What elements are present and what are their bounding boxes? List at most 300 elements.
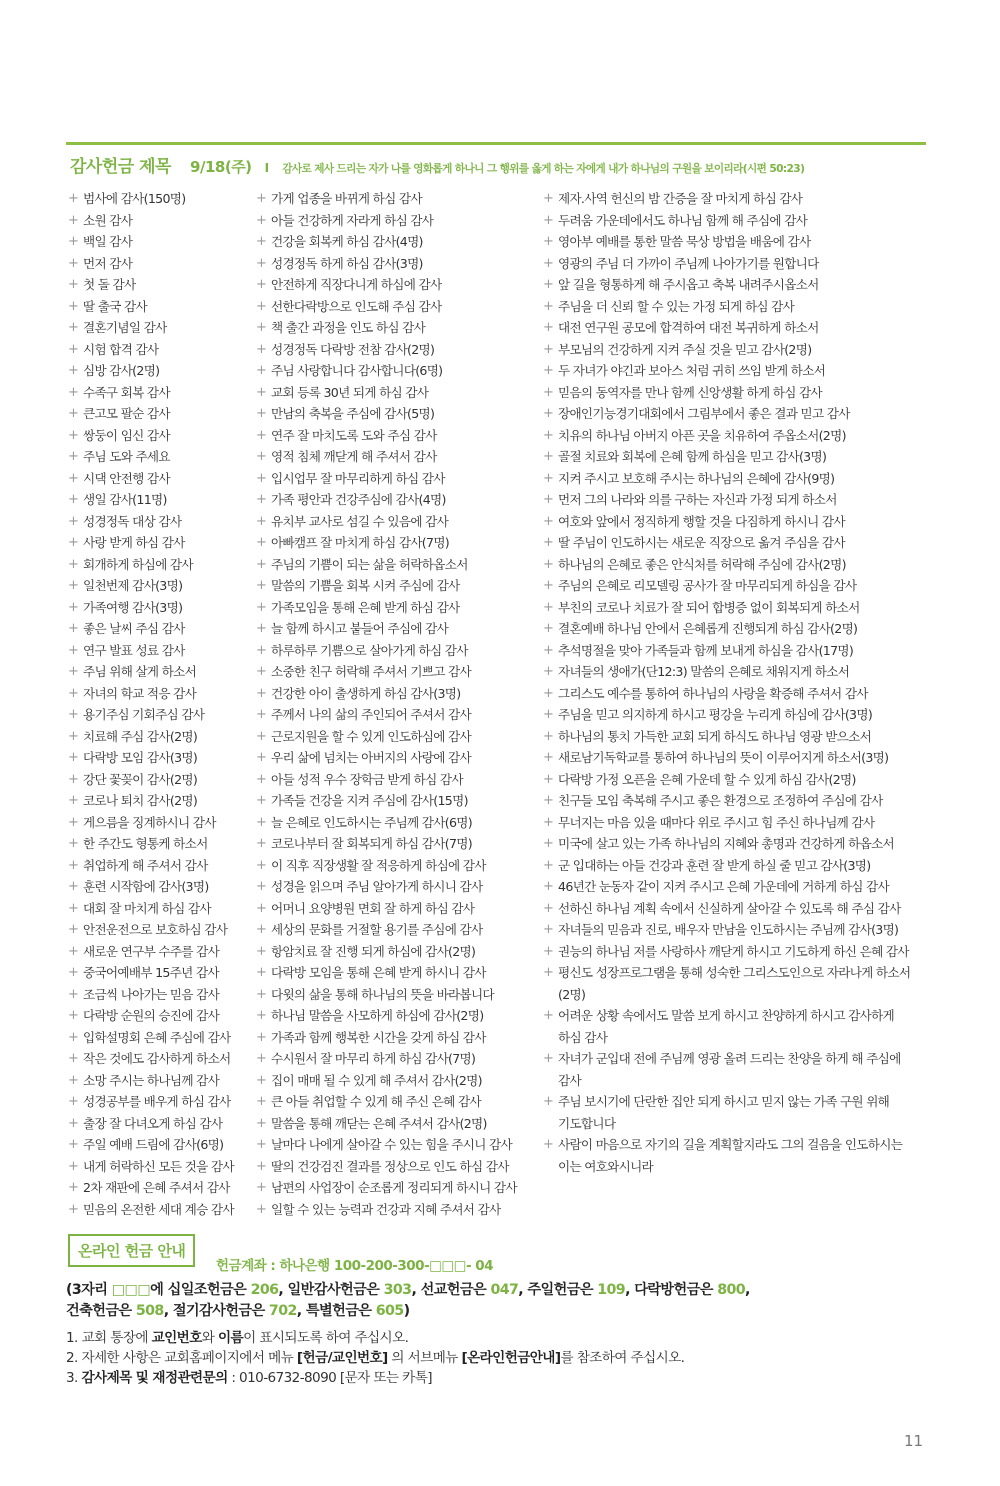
plus-icon: + bbox=[68, 212, 79, 228]
plus-icon: + bbox=[543, 1094, 554, 1109]
thanks-item-text: 세상의 문화를 거절할 용기를 주심에 감사 bbox=[271, 922, 483, 937]
thanks-item-text: 강단 꽃꽂이 감사(2명) bbox=[83, 771, 198, 787]
thanks-item-text: 영아부 예배를 통한 말씀 묵상 방법을 배움에 감사 bbox=[558, 234, 811, 249]
thanks-item bbox=[256, 468, 546, 490]
thanks-item bbox=[543, 489, 933, 511]
plus-icon: + bbox=[543, 599, 554, 615]
thanks-item bbox=[68, 274, 248, 296]
thanks-item-text: 선한다락방으로 인도해 주심 감사 bbox=[271, 298, 442, 314]
thanks-item bbox=[68, 640, 248, 662]
thanks-item bbox=[256, 274, 546, 296]
plus-icon: + bbox=[68, 685, 79, 701]
thanks-item bbox=[543, 360, 933, 382]
thanks-item-text: 먼저 감사 bbox=[83, 255, 133, 271]
plus-icon: + bbox=[543, 406, 554, 421]
code-value: 605 bbox=[375, 1303, 404, 1319]
thanks-item-text: 결혼기념일 감사 bbox=[83, 320, 167, 335]
thanks-item-text: 두 자녀가 야긴과 보아스 처럼 귀히 쓰임 받게 하소서 bbox=[558, 363, 826, 378]
thanks-item-text: 집이 매매 될 수 있게 해 주셔서 감사(2명) bbox=[271, 1072, 482, 1088]
plus-icon: + bbox=[256, 900, 267, 916]
plus-icon: + bbox=[256, 1008, 267, 1023]
thanks-item bbox=[256, 1199, 546, 1221]
thanks-item-text: 대회 잘 마치게 하심 감사 bbox=[83, 900, 211, 916]
header-separator: I bbox=[264, 161, 270, 175]
thanks-item-text: 46년간 눈동자 같이 지켜 주시고 은혜 가운데에 거하게 하심 감사 bbox=[558, 879, 889, 894]
plus-icon: + bbox=[68, 879, 79, 894]
plus-icon: + bbox=[543, 793, 554, 808]
plus-icon: + bbox=[543, 857, 554, 873]
thanks-item-text: 출장 잘 다녀오게 하심 감사 bbox=[83, 1115, 223, 1131]
thanks-item-text: 생일 감사(11명) bbox=[83, 492, 167, 507]
thanks-item-text: 결혼예배 하나님 안에서 은혜롭게 진행되게 하심 감사(2명) bbox=[558, 621, 858, 636]
thanks-item-text: 하나님의 통치 가득한 교회 되게 하식도 하나님 영광 받으소서 bbox=[558, 728, 872, 744]
thanks-item-text: 하나님의 은혜로 좋은 안식처를 허락해 주심에 감사(2명) bbox=[558, 556, 846, 572]
plus-icon: + bbox=[543, 642, 554, 658]
thanks-item-text: 주님의 은혜로 리모델링 공사가 잘 마무리되게 하심을 감사 bbox=[558, 578, 857, 593]
plus-icon: + bbox=[68, 986, 79, 1002]
thanks-item bbox=[543, 296, 933, 318]
thanks-item bbox=[68, 1113, 248, 1135]
plus-icon: + bbox=[256, 1115, 267, 1131]
thanks-item bbox=[543, 726, 933, 748]
thanks-item-text: 자녀의 학교 적응 감사 bbox=[83, 685, 197, 701]
thanks-item-text: 여호와 앞에서 정직하게 행할 것을 다짐하게 하시니 감사 bbox=[558, 513, 845, 529]
online-offering-label: 온라인 헌금 안내 bbox=[68, 1234, 195, 1267]
thanks-item-text: 성경정독 하게 하심 감사(3명) bbox=[271, 255, 423, 271]
plus-icon: + bbox=[68, 1180, 79, 1195]
thanks-item-text: 회개하게 하심에 감사 bbox=[83, 556, 193, 572]
offering-notes bbox=[66, 1328, 684, 1388]
plus-icon: + bbox=[256, 1158, 267, 1174]
thanks-item-text: 근로지원을 할 수 있게 인도하심에 감사 bbox=[271, 728, 471, 744]
thanks-item-text: 항암치료 잘 진행 되게 하심에 감사(2명) bbox=[271, 943, 476, 959]
plus-icon: + bbox=[543, 707, 554, 722]
thanks-item-text: 치료해 주심 감사(2명) bbox=[83, 728, 198, 744]
plus-icon: + bbox=[68, 341, 79, 357]
thanks-item bbox=[68, 1070, 248, 1092]
thanks-item bbox=[543, 640, 933, 662]
thanks-item bbox=[68, 962, 248, 984]
thanks-item-text: 말씀을 통해 깨닫는 은혜 주셔서 감사(2명) bbox=[271, 1115, 487, 1131]
thanks-item bbox=[256, 661, 546, 683]
thanks-item bbox=[256, 640, 546, 662]
thanks-item-text: 무너지는 마음 있을 때마다 위로 주시고 힘 주신 하나님께 감사 bbox=[558, 814, 875, 830]
thanks-item bbox=[543, 704, 933, 726]
plus-icon: + bbox=[68, 578, 79, 593]
thanks-item-text: 게으름을 징계하시니 감사 bbox=[83, 814, 216, 830]
thanks-item bbox=[256, 683, 546, 705]
thanks-item bbox=[68, 382, 248, 404]
thanks-item bbox=[543, 769, 933, 791]
plus-icon: + bbox=[256, 578, 267, 593]
thanks-item bbox=[68, 1091, 248, 1113]
thanks-item bbox=[543, 575, 933, 597]
thanks-item-text: 쌍둥이 임신 감사 bbox=[83, 427, 170, 443]
thanks-item bbox=[543, 231, 933, 253]
thanks-item bbox=[68, 468, 248, 490]
plus-icon: + bbox=[68, 857, 79, 873]
thanks-item bbox=[543, 511, 933, 533]
thanks-item-text: 사랑 받게 하심 감사 bbox=[83, 535, 185, 550]
thanks-item-text: 안전하게 직장다니게 하심에 감사 bbox=[271, 277, 442, 292]
thanks-item bbox=[543, 339, 933, 361]
thanks-item-text: 연주 잘 마치도록 도와 주심 감사 bbox=[271, 427, 437, 443]
thanks-item-text: 아들 성적 우수 장학금 받게 하심 감사 bbox=[271, 771, 463, 787]
codes-line-1 bbox=[66, 1280, 936, 1301]
thanks-item bbox=[68, 747, 248, 769]
thanks-item-text: 장애인기능경기대회에서 그림부에서 좋은 결과 믿고 감사 bbox=[558, 406, 850, 421]
plus-icon: + bbox=[256, 556, 267, 572]
thanks-item-text: 중국어예배부 15주년 감사 bbox=[83, 965, 219, 980]
thanks-item-text: 한 주간도 형통케 하소서 bbox=[83, 836, 208, 851]
plus-icon: + bbox=[256, 255, 267, 271]
plus-icon: + bbox=[68, 492, 79, 507]
thanks-item bbox=[68, 231, 248, 253]
thanks-item bbox=[543, 317, 933, 339]
note-2 bbox=[66, 1348, 684, 1368]
thanks-item-text: 새로운 연구부 수주를 감사 bbox=[83, 943, 220, 959]
bible-verse: 감사로 제사 드리는 자가 나를 영화롭게 하나니 그 행위를 옳게 하는 자에게 내가 하나님의 구원을 보이리라(시편 50:23) bbox=[282, 163, 805, 175]
plus-icon: + bbox=[68, 1051, 79, 1066]
thanks-item-text: 하루하루 기쁨으로 살아가게 하심 감사 bbox=[271, 642, 468, 658]
plus-icon: + bbox=[256, 1180, 267, 1195]
plus-icon: + bbox=[68, 836, 79, 851]
thanks-item bbox=[68, 898, 248, 920]
thanks-item bbox=[256, 941, 546, 963]
thanks-item-text: 훈련 시작함에 감사(3명) bbox=[83, 879, 209, 894]
plus-icon: + bbox=[256, 879, 267, 894]
thanks-item bbox=[256, 984, 546, 1006]
plus-icon: + bbox=[68, 943, 79, 959]
thanks-item-text: 코로나부터 잘 회복되게 하심 감사(7명) bbox=[271, 836, 472, 851]
emphasis-text: 감사제목 및 재정관련문의 bbox=[81, 1370, 228, 1386]
thanks-item-text: 이는 여호와시니라 bbox=[558, 1158, 654, 1174]
plus-icon: + bbox=[256, 1051, 267, 1066]
plus-icon: + bbox=[543, 1051, 554, 1066]
plain-text: 를 참조하여 주십시오. bbox=[560, 1350, 685, 1366]
thanks-item-text: 우리 삶에 넘치는 아버지의 사랑에 감사 bbox=[271, 750, 471, 765]
plus-icon: + bbox=[68, 470, 79, 486]
plus-icon: + bbox=[256, 1072, 267, 1088]
thanks-item-text: 소원 감사 bbox=[83, 212, 133, 228]
thanks-item bbox=[543, 812, 933, 834]
plus-icon: + bbox=[543, 836, 554, 851]
thanks-item-text: 연구 발표 성료 감사 bbox=[83, 642, 185, 658]
plus-icon: + bbox=[68, 1201, 79, 1217]
thanks-item-text: 믿음의 온전한 세대 계승 감사 bbox=[83, 1201, 234, 1217]
thanks-item bbox=[68, 919, 248, 941]
thanks-item bbox=[543, 403, 933, 425]
thanks-item-text: 사람이 마음으로 자기의 길을 계획할지라도 그의 걸음을 인도하시는 bbox=[558, 1137, 903, 1152]
thanks-item-text: 건강을 회복케 하심 감사(4명) bbox=[271, 234, 423, 249]
plain-text: 와 bbox=[201, 1330, 218, 1346]
thanks-item-text: 다락방 가정 오픈을 은혜 가운데 할 수 있게 하심 감사(2명) bbox=[558, 771, 856, 787]
thanks-item-text: 범사에 감사(150명) bbox=[83, 191, 186, 206]
emphasis-text: 교인번호 bbox=[151, 1330, 202, 1346]
thanks-item bbox=[543, 532, 933, 554]
thanks-item bbox=[256, 425, 546, 447]
thanks-item-text: 가족모임을 통해 은혜 받게 하심 감사 bbox=[271, 599, 460, 615]
section-date: 9/18(주) bbox=[190, 158, 252, 176]
thanks-item-text: 가족들 건강을 지켜 주심에 감사(15명) bbox=[271, 793, 468, 808]
plain-text: 3. bbox=[66, 1370, 82, 1386]
thanks-item bbox=[68, 1027, 248, 1049]
plus-icon: + bbox=[68, 513, 79, 529]
thanks-item-text: 다윗의 삶을 통해 하나님의 뜻을 바라봅니다 bbox=[271, 986, 494, 1002]
code-value: 508 bbox=[135, 1303, 164, 1319]
thanks-item-text: 딸 주님이 인도하시는 새로운 직장으로 옮겨 주심을 감사 bbox=[558, 535, 845, 550]
plus-icon: + bbox=[543, 255, 554, 271]
plus-icon: + bbox=[68, 298, 79, 314]
plus-icon: + bbox=[543, 1137, 554, 1152]
plus-icon: + bbox=[256, 621, 267, 636]
section-header bbox=[70, 152, 804, 177]
thanks-item-text: 입학설명회 은혜 주심에 감사 bbox=[83, 1029, 231, 1045]
plus-icon: + bbox=[543, 191, 554, 206]
plain-text: , 다락방헌금은 bbox=[625, 1282, 718, 1298]
plus-icon: + bbox=[256, 341, 267, 357]
thanks-list-column-2 bbox=[256, 188, 546, 1220]
plus-icon: + bbox=[68, 535, 79, 550]
thanks-item bbox=[543, 919, 933, 941]
thanks-item-text: 골절 치료와 회복에 은혜 함께 하심을 믿고 감사(3명) bbox=[558, 449, 827, 464]
thanks-item bbox=[256, 704, 546, 726]
thanks-item-text: 가족과 함께 행복한 시간을 갖게 하심 감사 bbox=[271, 1029, 486, 1045]
thanks-item-text: 좋은 날씨 주심 감사 bbox=[83, 621, 185, 636]
thanks-item-text: 권능의 하나님 저를 사랑하사 깨닫게 하시고 기도하게 하신 은혜 감사 bbox=[558, 943, 909, 959]
thanks-item bbox=[543, 554, 933, 576]
thanks-item bbox=[68, 403, 248, 425]
plain-text: 건축헌금은 bbox=[66, 1303, 136, 1319]
plus-icon: + bbox=[543, 900, 554, 916]
plain-text: 에 십일조헌금은 bbox=[150, 1282, 251, 1298]
plus-icon: + bbox=[543, 621, 554, 636]
thanks-item-text: 지켜 주시고 보호해 주시는 하나님의 은혜에 감사(9명) bbox=[558, 470, 835, 486]
thanks-item-text: 일천번제 감사(3명) bbox=[83, 578, 183, 593]
plus-icon: + bbox=[256, 298, 267, 314]
thanks-item-text: 주께서 나의 삶의 주인되어 주셔서 감사 bbox=[271, 707, 471, 722]
thanks-item-text: 취업하게 해 주셔서 감사 bbox=[83, 857, 208, 873]
thanks-item-text: 군 입대하는 아들 건강과 훈련 잘 받게 하실 줄 믿고 감사(3명) bbox=[558, 857, 871, 873]
plus-icon: + bbox=[68, 900, 79, 916]
thanks-item-text: 이 직후 직장생활 잘 적응하게 하심에 감사 bbox=[271, 857, 486, 873]
thanks-item-text: 가게 업종을 바뀌게 하심 감사 bbox=[271, 191, 422, 206]
thanks-item bbox=[68, 661, 248, 683]
thanks-item-text: 다락방 모임을 통해 은혜 받게 하시니 감사 bbox=[271, 965, 486, 980]
thanks-item bbox=[256, 1113, 546, 1135]
thanks-item-text: 기도합니다 bbox=[558, 1115, 616, 1131]
plus-icon: + bbox=[68, 320, 79, 335]
thanks-item bbox=[68, 812, 248, 834]
thanks-item-text: 두려움 가운데에서도 하나님 함께 해 주심에 감사 bbox=[558, 212, 808, 228]
plus-icon: + bbox=[256, 406, 267, 421]
thanks-item bbox=[543, 833, 933, 855]
plus-icon: + bbox=[256, 922, 267, 937]
thanks-item-text: 일할 수 있는 능력과 건강과 지혜 주셔서 감사 bbox=[271, 1201, 501, 1217]
plus-icon: + bbox=[256, 814, 267, 830]
thanks-item bbox=[256, 317, 546, 339]
thanks-item-text: 주일 예배 드림에 감사(6명) bbox=[83, 1137, 224, 1152]
account-number: 헌금계좌 : 하나은행 100-200-300-□□□- 04 bbox=[216, 1258, 494, 1274]
thanks-item-text: 주님 보시기에 단란한 집안 되게 하시고 믿지 않는 가족 구원 위해 bbox=[558, 1094, 890, 1109]
thanks-item bbox=[256, 1048, 546, 1070]
plus-icon: + bbox=[256, 793, 267, 808]
thanks-item bbox=[543, 1134, 933, 1177]
plain-text: , 주일헌금은 bbox=[518, 1282, 598, 1298]
plus-icon: + bbox=[256, 642, 267, 658]
thanks-item bbox=[543, 210, 933, 232]
thanks-item bbox=[543, 683, 933, 705]
thanks-item bbox=[68, 1199, 248, 1221]
plus-icon: + bbox=[256, 685, 267, 701]
thanks-item bbox=[68, 1005, 248, 1027]
plain-text: , 절기감사헌금은 bbox=[163, 1303, 269, 1319]
thanks-item bbox=[68, 317, 248, 339]
thanks-item-text: 주님 도와 주세요 bbox=[83, 449, 170, 464]
thanks-item bbox=[68, 597, 248, 619]
plus-icon: + bbox=[256, 427, 267, 443]
plus-icon: + bbox=[256, 212, 267, 228]
thanks-item bbox=[256, 575, 546, 597]
plus-icon: + bbox=[68, 814, 79, 830]
thanks-item-text: 친구들 모임 축복해 주시고 좋은 환경으로 조정하여 주심에 감사 bbox=[558, 793, 883, 808]
thanks-item bbox=[256, 296, 546, 318]
thanks-item-text: 시댁 안전행 감사 bbox=[83, 470, 170, 486]
plain-text: , 선교헌금은 bbox=[411, 1282, 491, 1298]
code-value: 206 bbox=[250, 1282, 279, 1298]
thanks-item bbox=[256, 618, 546, 640]
thanks-item bbox=[256, 726, 546, 748]
thanks-item-text: (2명) bbox=[558, 986, 586, 1002]
plus-icon: + bbox=[256, 1094, 267, 1109]
thanks-item bbox=[543, 1005, 933, 1048]
code-value: □□□ bbox=[111, 1282, 151, 1298]
plus-icon: + bbox=[68, 1094, 79, 1109]
thanks-item bbox=[543, 253, 933, 275]
thanks-item bbox=[68, 1156, 248, 1178]
plus-icon: + bbox=[543, 320, 554, 335]
plus-icon: + bbox=[256, 449, 267, 464]
plus-icon: + bbox=[68, 1008, 79, 1023]
thanks-item bbox=[256, 1177, 546, 1199]
thanks-item bbox=[256, 1156, 546, 1178]
thanks-item bbox=[256, 360, 546, 382]
thanks-item bbox=[256, 1091, 546, 1113]
thanks-item-text: 작은 것에도 감사하게 하소서 bbox=[83, 1051, 231, 1066]
plus-icon: + bbox=[543, 470, 554, 486]
thanks-item-text: 선하신 하나님 계획 속에서 신실하게 살아갈 수 있도록 해 주심 감사 bbox=[558, 900, 901, 916]
thanks-item bbox=[256, 597, 546, 619]
plain-text: , 특별헌금은 bbox=[296, 1303, 376, 1319]
thanks-item bbox=[68, 984, 248, 1006]
thanks-item-text: 아들 건강하게 자라게 하심 감사 bbox=[271, 212, 434, 228]
thanks-item-text: 남편의 사업장이 순조롭게 정리되게 하시니 감사 bbox=[271, 1180, 517, 1195]
plus-icon: + bbox=[68, 965, 79, 980]
plus-icon: + bbox=[68, 427, 79, 443]
plain-text: 2. 자세한 사항은 교회홈페이지에서 메뉴 bbox=[66, 1350, 297, 1366]
thanks-item bbox=[68, 554, 248, 576]
thanks-item-text: 하나님 말씀을 사모하게 하심에 감사(2명) bbox=[271, 1008, 484, 1023]
thanks-item-text: 주님 위해 살게 하소서 bbox=[83, 664, 197, 679]
thanks-item bbox=[68, 683, 248, 705]
thanks-item bbox=[256, 1005, 546, 1027]
plus-icon: + bbox=[543, 492, 554, 507]
thanks-item-text: 성경정독 다락방 전참 감사(2명) bbox=[271, 341, 435, 357]
thanks-item-text: 큰 아들 취업할 수 있게 해 주신 은혜 감사 bbox=[271, 1094, 481, 1109]
code-value: 303 bbox=[383, 1282, 412, 1298]
thanks-item bbox=[543, 597, 933, 619]
plus-icon: + bbox=[68, 255, 79, 271]
thanks-item-text: 어려운 상황 속에서도 말씀 보게 하시고 찬양하게 하시고 감사하게 bbox=[558, 1008, 894, 1023]
thanks-item-text: 미국에 살고 있는 가족 하나님의 지혜와 총명과 건강하게 하옵소서 bbox=[558, 836, 894, 851]
thanks-item-text: 자녀들의 생애가(단12:3) 말씀의 은혜로 채워지게 하소서 bbox=[558, 664, 850, 679]
plus-icon: + bbox=[68, 1137, 79, 1152]
plain-text: 이 표시되도록 하여 주십시오. bbox=[243, 1330, 409, 1346]
plus-icon: + bbox=[543, 363, 554, 378]
thanks-item-text: 주님 사랑합니다 감사합니다(6명) bbox=[271, 363, 443, 378]
thanks-item bbox=[256, 253, 546, 275]
thanks-item-text: 부모님의 건강하게 지켜 주실 것을 믿고 감사(2명) bbox=[558, 341, 812, 357]
thanks-item-text: 딸의 건강검진 결과를 정상으로 인도 하심 감사 bbox=[271, 1158, 509, 1174]
plus-icon: + bbox=[543, 449, 554, 464]
thanks-item bbox=[68, 360, 248, 382]
thanks-item-text: 내게 허락하신 모든 것을 감사 bbox=[83, 1158, 234, 1174]
thanks-item bbox=[543, 661, 933, 683]
thanks-item bbox=[256, 812, 546, 834]
note-3 bbox=[66, 1368, 684, 1388]
thanks-list-column-1 bbox=[68, 188, 248, 1220]
thanks-item-text: 늘 함께 하시고 붙들어 주심에 감사 bbox=[271, 621, 449, 636]
plus-icon: + bbox=[543, 578, 554, 593]
plus-icon: + bbox=[256, 728, 267, 744]
plus-icon: + bbox=[543, 771, 554, 787]
plus-icon: + bbox=[68, 728, 79, 744]
plus-icon: + bbox=[543, 750, 554, 765]
thanks-item bbox=[68, 941, 248, 963]
plain-text: ) bbox=[403, 1303, 410, 1319]
plus-icon: + bbox=[256, 384, 267, 400]
thanks-item bbox=[256, 339, 546, 361]
thanks-item bbox=[543, 1091, 933, 1134]
thanks-item bbox=[543, 1048, 933, 1091]
plus-icon: + bbox=[256, 1201, 267, 1217]
thanks-item-text: 말씀의 기쁨을 회복 시켜 주심에 감사 bbox=[271, 578, 460, 593]
plus-icon: + bbox=[256, 363, 267, 378]
thanks-item bbox=[543, 468, 933, 490]
plus-icon: + bbox=[256, 750, 267, 765]
plus-icon: + bbox=[256, 857, 267, 873]
thanks-item bbox=[256, 210, 546, 232]
thanks-item bbox=[256, 855, 546, 877]
thanks-item bbox=[256, 554, 546, 576]
plus-icon: + bbox=[68, 191, 79, 206]
plus-icon: + bbox=[543, 814, 554, 830]
plus-icon: + bbox=[543, 922, 554, 937]
plus-icon: + bbox=[543, 664, 554, 679]
thanks-item-text: 딸 출국 감사 bbox=[83, 298, 147, 314]
thanks-item-text: 교회 등록 30년 되게 하심 감사 bbox=[271, 384, 429, 400]
page-number: 11 bbox=[904, 1432, 924, 1450]
plus-icon: + bbox=[543, 384, 554, 400]
thanks-item-text: 믿음의 동역자를 만나 함께 신앙생활 하게 하심 감사 bbox=[558, 384, 822, 400]
thanks-item bbox=[543, 941, 933, 963]
thanks-item bbox=[68, 726, 248, 748]
thanks-item bbox=[68, 833, 248, 855]
thanks-item-text: 그리스도 예수를 통하여 하나님의 사랑을 확증해 주셔서 감사 bbox=[558, 685, 868, 701]
thanks-item bbox=[256, 833, 546, 855]
thanks-item-text: 날마다 나에게 살아갈 수 있는 힘을 주시니 감사 bbox=[271, 1137, 512, 1152]
plus-icon: + bbox=[68, 707, 79, 722]
